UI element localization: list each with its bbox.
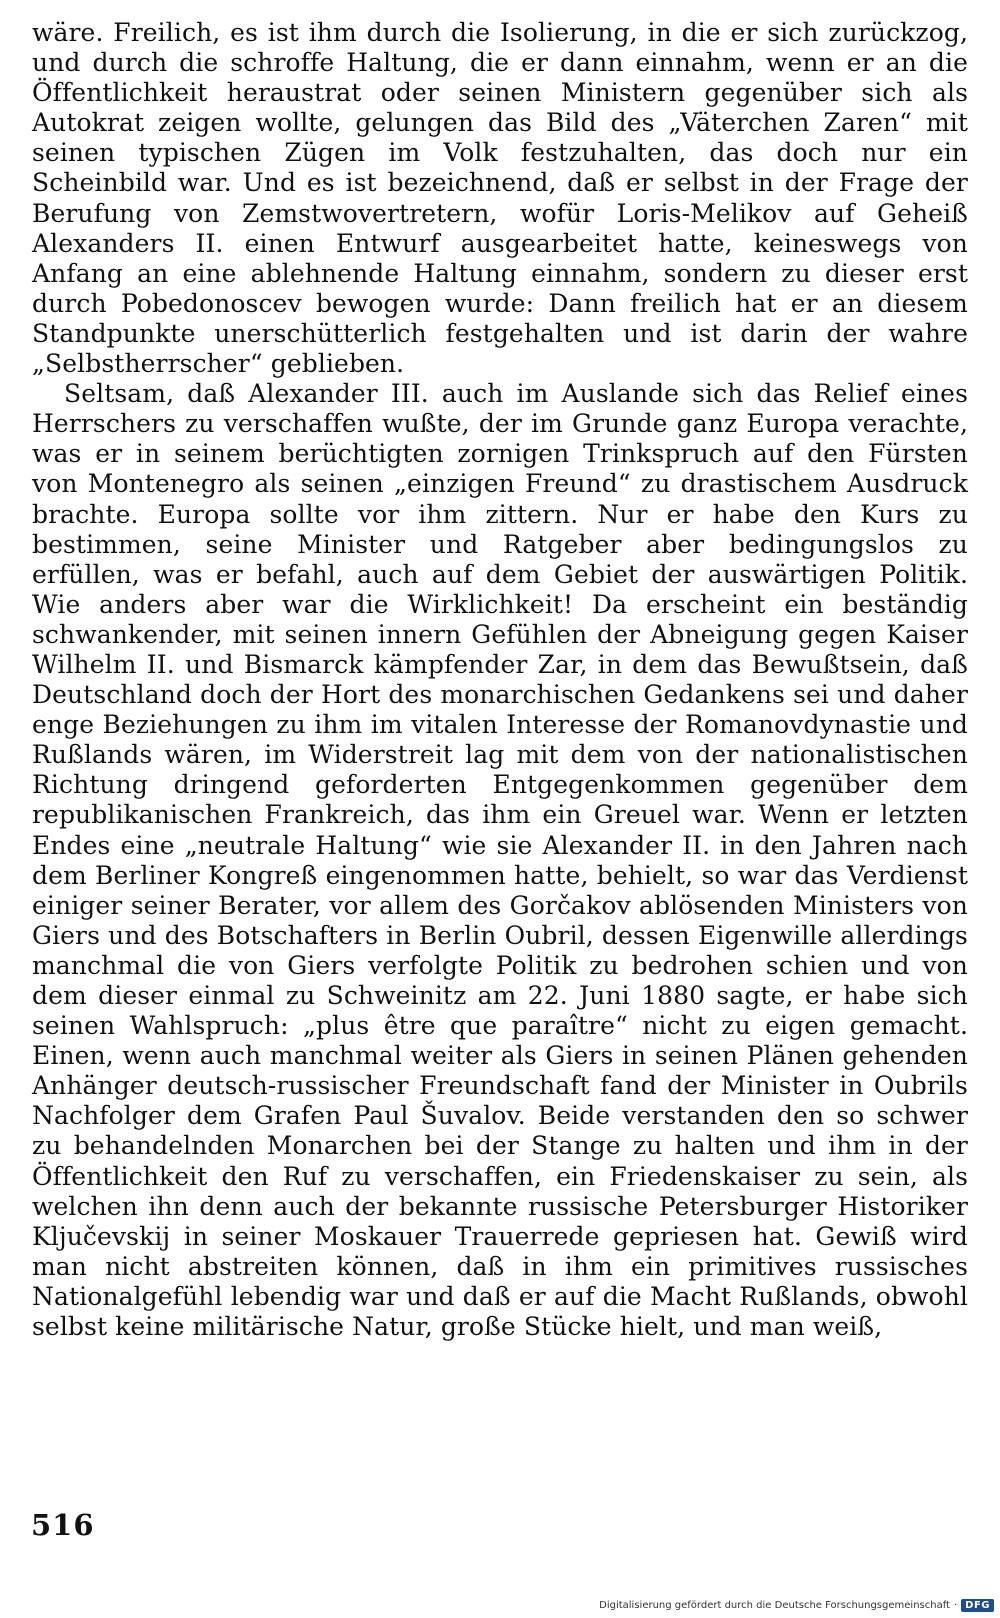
separator: · xyxy=(953,1600,958,1611)
digitization-credit xyxy=(599,1599,994,1612)
page-number: 516 xyxy=(31,1508,95,1542)
credit-text: Digitalisierung gefördert durch die Deutsche Forschungsgemeinschaft xyxy=(599,1600,950,1611)
paragraph-1: wäre. Freilich, es ist ihm durch die Isolierung, in die er sich zurückzog, und durch die schroffe Haltung, die er dann einnahm, wenn er an die Öffentlichkeit heraustrat oder seinen Ministern gegenüber sich als Autokrat zeigen wollte, gelungen das Bild des „Väterchen Zaren“ mit seinen typischen Zügen im Volk festzuhalten, das doch nur ein Scheinbild war. Und es ist bezeichnend, daß er selbst in der Frage der Berufung von Zemstwovertretern, wofür Loris-Melikov auf Geheiß Alexanders II. einen Entwurf ausgearbeitet hatte, keineswegs von Anfang an eine ablehnende Haltung einnahm, sondern zu dieser erst durch Pobedonoscev bewogen wurde: Dann freilich hat er an diesem Standpunkte unerschütterlich festgehalten und ist darin der wahre „Selbstherrscher“ geblieben. xyxy=(32,18,968,379)
paragraph-2: Seltsam, daß Alexander III. auch im Auslande sich das Relief eines Herrschers zu verschaffen wußte, der im Grunde ganz Europa verachte, was er in seinem berüchtigten zornigen Trinkspruch auf den Fürsten von Montenegro als seinen „einzigen Freund“ zu drastischem Ausdruck brachte. Europa sollte vor ihm zittern. Nur er habe den Kurs zu bestimmen, seine Minister und Ratgeber aber bedingungslos zu erfüllen, was er befahl, auch auf dem Gebiet der auswärtigen Politik. Wie anders aber war die Wirklichkeit! Da erscheint ein beständig schwankender, mit seinen innern Gefühlen der Abneigung gegen Kaiser Wilhelm II. und Bismarck kämpfender Zar, in dem das Bewußtsein, daß Deutschland doch der Hort des monarchischen Gedankens sei und daher enge Beziehungen zu ihm im vitalen Interesse der Romanovdynastie und Rußlands wären, im Widerstreit lag mit dem von der nationalistischen Richtung dringend geforderten Entgegenkommen gegenüber dem republikanischen Frankreich, das ihm ein Greuel war. Wenn er letzten Endes eine „neutrale Haltung“ wie sie Alexander II. in den Jahren nach dem Berliner Kongreß eingenommen hatte, behielt, so war das Verdienst einiger seiner Berater, vor allem des Gorčakov ablösenden Ministers von Giers und des Botschafters in Berlin Oubril, dessen Eigenwille allerdings manchmal die von Giers verfolgte Politik zu bedrohen schien und von dem dieser einmal zu Schweinitz am 22. Juni 1880 sagte, er habe sich seinen Wahlspruch: „plus être que paraître“ nicht zu eigen gemacht. Einen, wenn auch manchmal weiter als Giers in seinen Plänen gehenden Anhänger deutsch-russischer Freundschaft fand der Minister in Oubrils Nachfolger dem Grafen Paul Šuvalov. Beide verstanden den so schwer zu behandelnden Monarchen bei der Stange zu halten und ihm in der Öffentlichkeit den Ruf zu verschaffen, ein Friedenskaiser zu sein, als welchen ihn denn auch der bekannte russische Petersburger Historiker Ključevskij in seiner Moskauer Trauerrede gepriesen hat. Gewiß wird man nicht abstreiten können, daß in ihm ein primitives russisches Nationalgefühl lebendig war und daß er auf die Macht Rußlands, obwohl selbst keine militärische Natur, große Stücke hielt, und man weiß, xyxy=(32,379,968,1342)
dfg-logo-icon: DFG xyxy=(961,1599,994,1612)
document-page xyxy=(32,18,968,1538)
